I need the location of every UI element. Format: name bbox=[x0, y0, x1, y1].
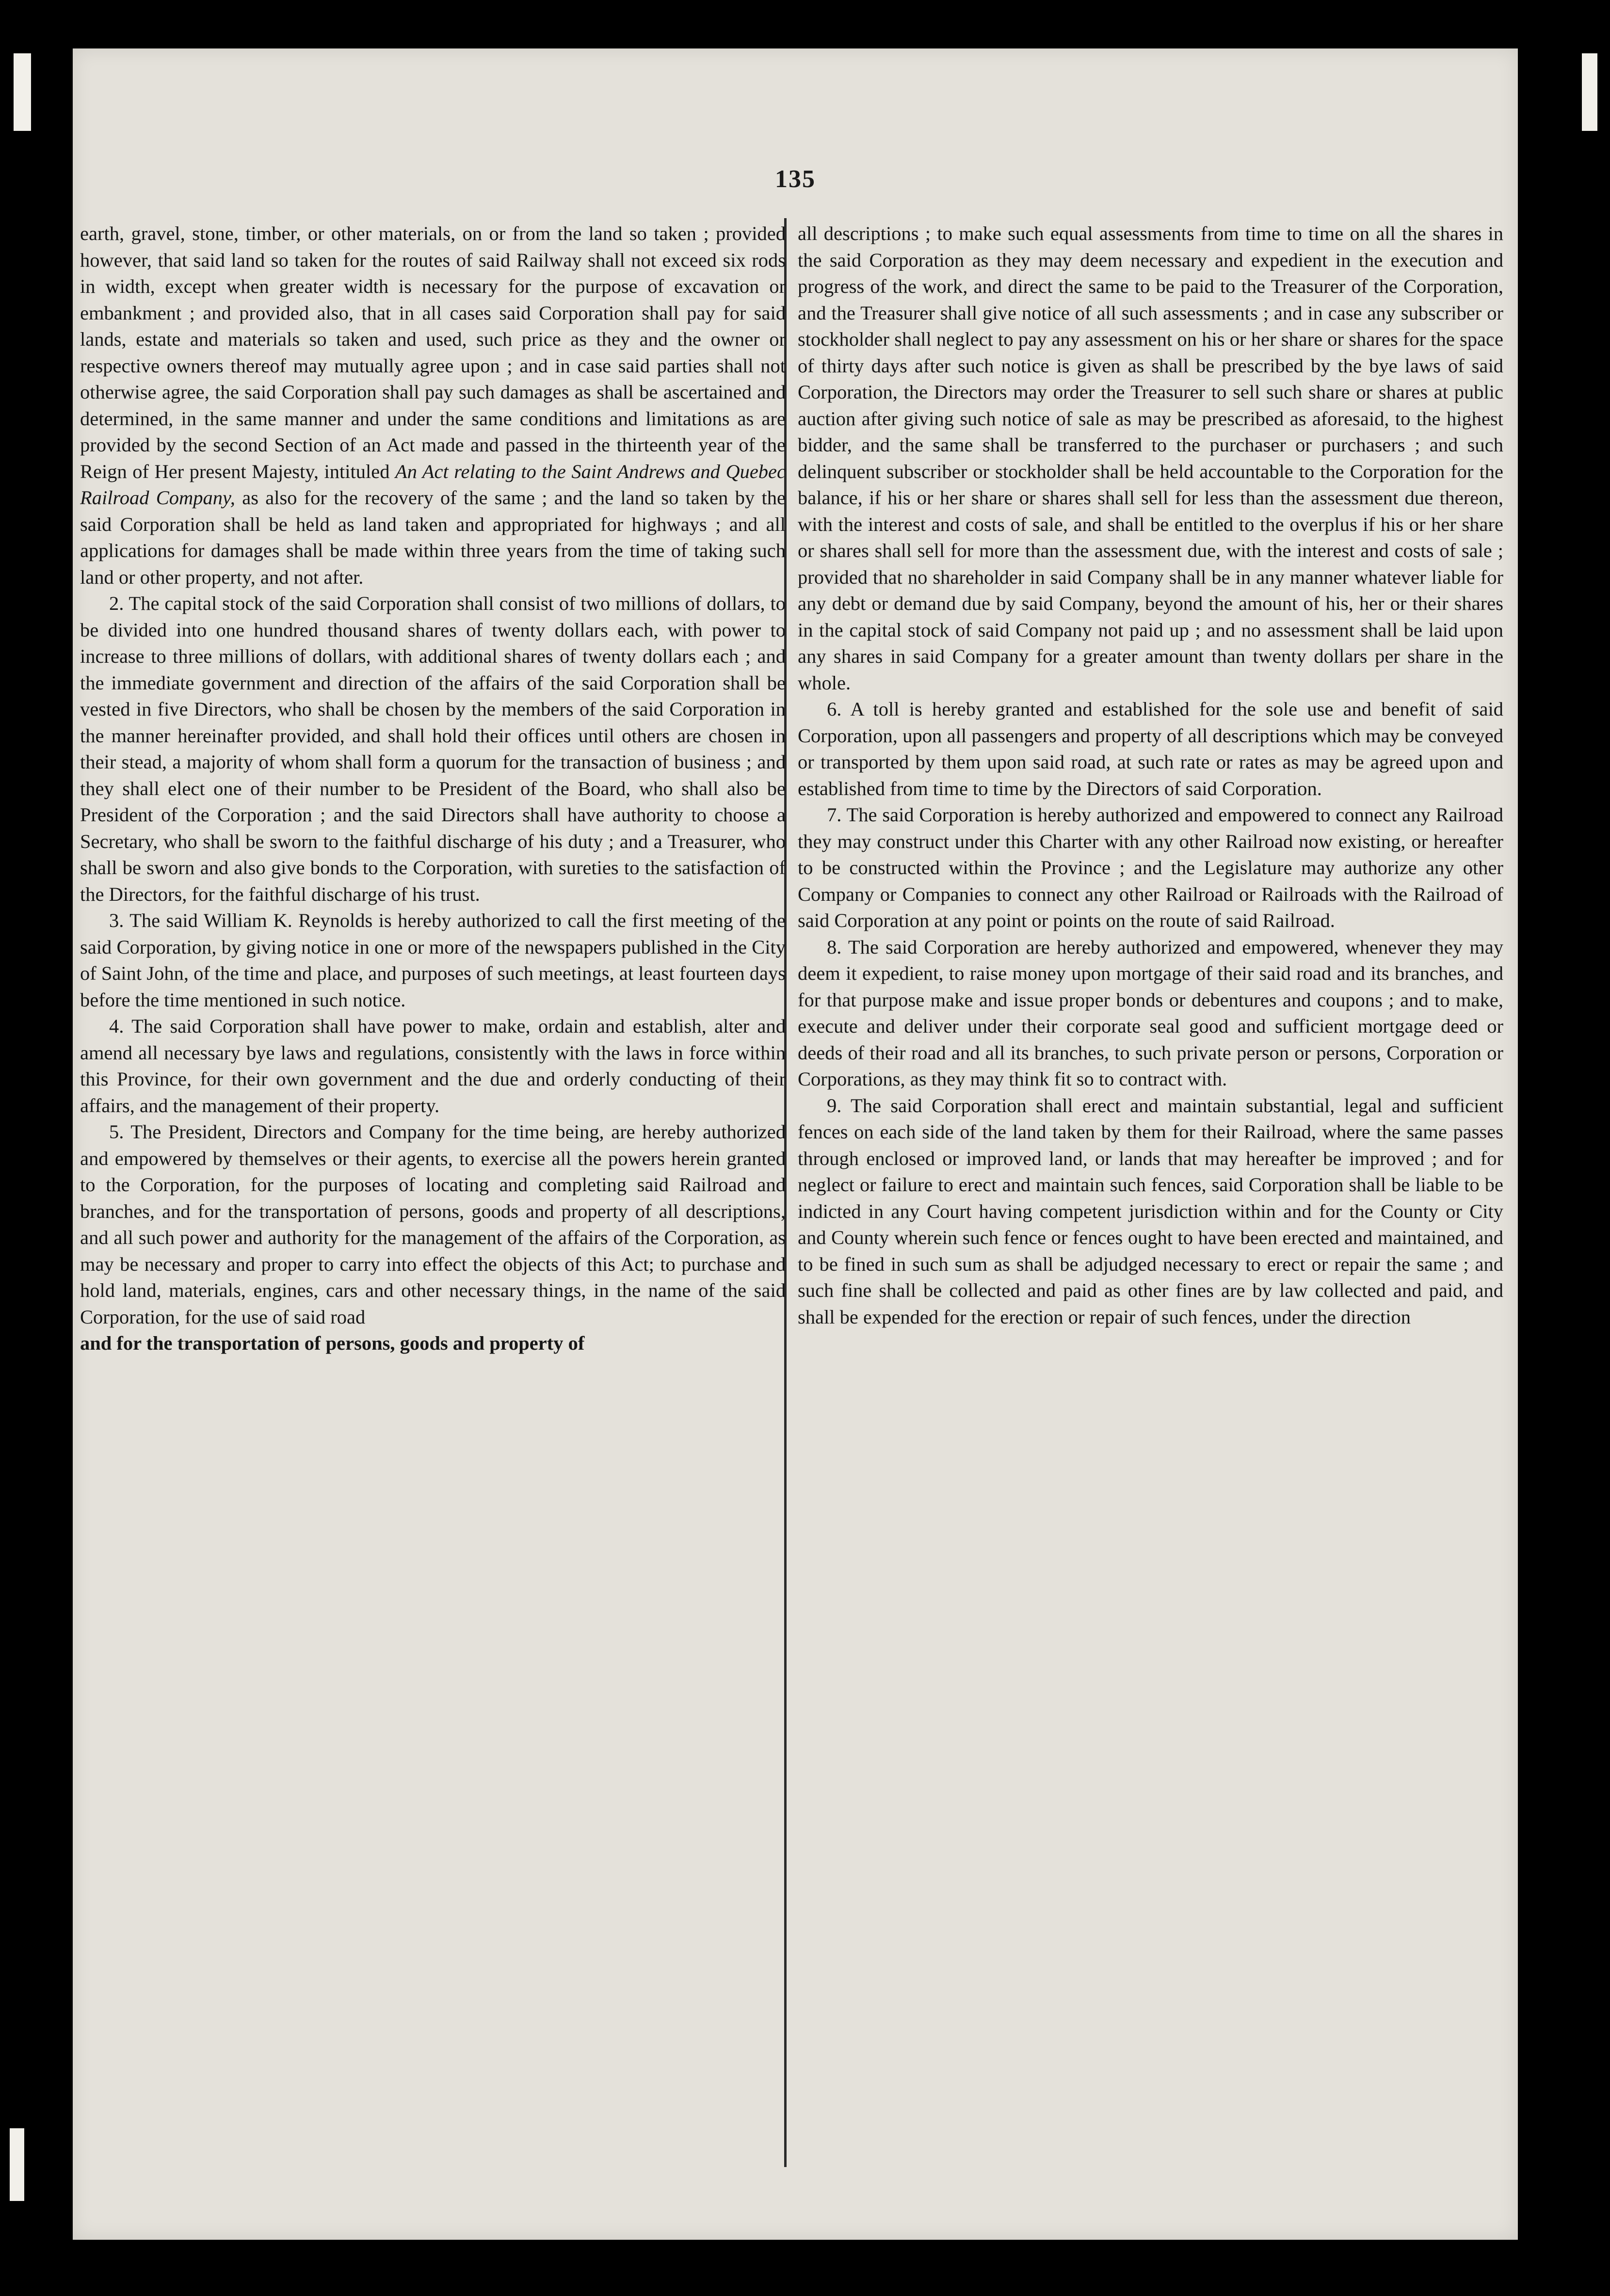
paragraph-continued bbox=[80, 221, 786, 590]
act-title-italic: An Act relating to the Saint Andrews and Quebec Railroad Company, bbox=[80, 460, 786, 509]
scan-edge-mark-top-right bbox=[1582, 53, 1597, 131]
document-page bbox=[73, 48, 1518, 2240]
section-3: 3. The said William K. Reynolds is hereby authorized to call the first meeting of the said Corporation, by giving notice in one or more of the newspapers published in the City of Saint John, of the time and place, and purposes of such meetings, at least fourteen days before the time mentioned in such notice. bbox=[80, 909, 786, 1011]
page-number: 135 bbox=[775, 165, 816, 193]
scan-edge-mark-top-left bbox=[14, 53, 31, 131]
section-5-last-line: and for the transportation of persons, goods and property of bbox=[80, 1332, 585, 1354]
paragraph-continued-tail: as also for the recovery of the same ; and the land so taken by the said Corporation shall be held as land taken and appropriated for highways ; and all applications for damages shall be made within three years from the time of taking such land or other property, and not after. bbox=[80, 487, 786, 588]
section-5: 5. The President, Directors and Company for the time being, are hereby authorized and empowered by themselves or their agents, to exercise all the powers herein granted to the Corporation, for the purposes of locating and completing said Railroad and branches, and for the transportation of persons, goods and property of all descriptions, and all such power and authority for the management of the affairs of the Corporation, as may be necessary and proper to carry into effect the objects of this Act; to purchase and hold land, materials, engines, cars and other necessary things, in the name of the said Corporation, for the use of said road bbox=[80, 1121, 786, 1328]
scan-edge-mark-bottom-left bbox=[10, 2128, 24, 2201]
section-5-continued: all descriptions ; to make such equal assessments from time to time on all the shares in the said Corporation as they may deem necessary and expedient in the execution and progress of the work, and direct the same to be paid to the Treasurer of the Corporation, and the Treasurer shall give notice of all such assessments ; and in case any subscriber or stockholder shall neglect to pay any assessment on his or her share or shares for the space of thirty days after such notice is given as shall be prescribed by the bye laws of said Corporation, the Directors may order the Treasurer to sell such share or shares at public auction after giving such notice of sale as may be prescribed as aforesaid, to the highest bidder, and the same shall be transferred to the purchaser or purchasers ; and such delinquent subscriber or stockholder shall be held accountable to the Corporation for the balance, if his or her share or shares shall sell for less than the assessment due thereon, with the interest and costs of sale, and shall be entitled to the overplus if his or her share or shares shall sell for more than the assessment due, with the interest and costs of sale ; provided that no shareholder in said Company shall be in any manner whatever liable for any debt or demand due by said Company, beyond the amount of his, her or their shares in the capital stock of said Company not paid up ; and no assessment shall be laid upon any shares in said Company for a greater amount than twenty dollars per share in the whole. bbox=[798, 223, 1503, 694]
paragraph-continued-text: earth, gravel, stone, timber, or other materials, on or from the land so taken ; provided however, that said land so taken for the routes of said Railway shall not exceed six rods in width, except when greater width is necessary for the purpose of excavation or embankment ; and provided also, that in all cases said Corporation shall pay for said lands, estate and materials so taken and used, such price as they and the owner or respective owners thereof may mutually agree upon ; and in case said parties shall not otherwise agree, the said Corporation shall pay such damages as shall be ascertained and determined, in the same manner and under the same conditions and limitations as are provided by the second Section of an Act made and passed in the thirteenth year of the Reign of Her present Majesty, intituled bbox=[80, 223, 786, 482]
section-7: 7. The said Corporation is hereby authorized and empowered to connect any Railroad they may construct under this Charter with any other Railroad now existing, or hereafter to be constructed within the Province ; and the Legislature may authorize any other Company or Companies to connect any other Railroad or Railroads with the Railroad of said Corporation at any point or points on the route of said Railroad. bbox=[798, 804, 1503, 931]
section-2: 2. The capital stock of the said Corporation shall consist of two millions of dollars, to be divided into one hundred thousand shares of twenty dollars each, with power to increase to three millions of dollars, with additional shares of twenty dollars each ; and the immediate government and direction of the affairs of the said Corporation shall be vested in five Directors, who shall be chosen by the members of the said Corporation in the manner hereinafter provided, and shall hold their offices until others are chosen in their stead, a majority of whom shall form a quorum for the transaction of business ; and they shall elect one of their number to be President of the Board, who shall also be President of the Corporation ; and the said Directors shall have authority to choose a Secretary, who shall be sworn to the faithful discharge of his duty ; and a Treasurer, who shall be sworn and also give bonds to the Corporation, with sureties to the satisfaction of the Directors, for the faithful discharge of his trust. bbox=[80, 592, 786, 905]
section-4: 4. The said Corporation shall have power to make, ordain and establish, alter and amend all necessary bye laws and regulations, consistently with the laws in force within this Province, for their own government and the due and orderly conducting of their affairs, and the management of their property. bbox=[80, 1015, 786, 1116]
right-column bbox=[798, 221, 1503, 2199]
section-9: 9. The said Corporation shall erect and maintain substantial, legal and sufficient fences on each side of the land taken by them for their Railroad, where the same passes through enclosed or improved land, or lands that may hereafter be improved ; and for neglect or failure to erect and maintain such fences, said Corporation shall be liable to be indicted in any Court having competent jurisdiction within and for the County or City and County wherein such fence or fences ought to have been erected and maintained, and to be fined in such sum as shall be adjudged necessary to erect or repair the same ; and such fine shall be collected and paid as other fines are by law collected and paid, and shall be expended for the erection or repair of such fences, under the direction bbox=[798, 1094, 1503, 1328]
section-6: 6. A toll is hereby granted and established for the sole use and benefit of said Corporation, upon all passengers and property of all descriptions which may be conveyed or transported by them upon said road, at such rate or rates as may be agreed upon and established from time to time by the Directors of said Corporation. bbox=[798, 698, 1503, 799]
section-8: 8. The said Corporation are hereby authorized and empowered, whenever they may deem it expedient, to raise money upon mortgage of their said road and its branches, and for that purpose make and issue proper bonds or debentures and coupons ; and to make, execute and deliver under their corporate seal good and sufficient mortgage deed or deeds of their road and all its branches, to such private person or persons, Corporation or Corporations, as they may think fit so to contract with. bbox=[798, 936, 1503, 1090]
left-column bbox=[80, 221, 786, 2199]
